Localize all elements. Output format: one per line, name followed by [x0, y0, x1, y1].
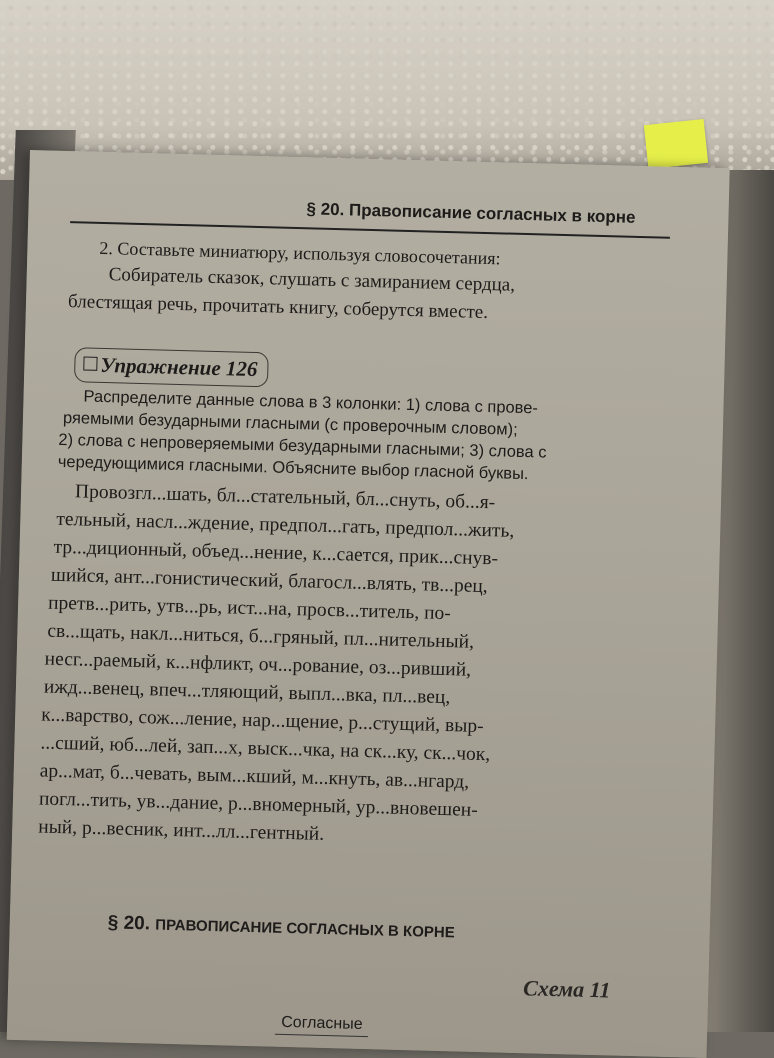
word-line: ар...мат, б...чевать, вым...кший, м...кнуть, ав...нгард, — [39, 760, 470, 793]
section-title — [107, 912, 455, 943]
word-line: ный, р...весник, инт...лл...гентный. — [38, 816, 325, 845]
page-header-title: § 20. Правописание согласных в корне — [306, 199, 636, 227]
word-line: тр...диционный, объед...нение, к...сается, прик...снув- — [53, 536, 499, 570]
word-line: ...сший, юб...лей, зап...х, выск...чка, на ск...ку, ск...чок, — [40, 732, 491, 766]
exercise-square-icon — [83, 356, 97, 370]
exercise-title-text: Упражнение 126 — [100, 352, 258, 382]
word-line: несг...раемый, к...нфликт, оч...рование, оз...ривший, — [44, 648, 472, 681]
sticky-note — [644, 119, 708, 169]
exercise-title — [74, 347, 269, 387]
exercise-task-line: чередующимися гласными. Объясните выбор гласной буквы. — [57, 452, 529, 484]
word-line: шийся, ант...гонистический, благосл...влять, тв...рец, — [50, 564, 488, 598]
word-line: ижд...венец, впеч...тляющий, выпл...вка, пл...вец, — [43, 676, 451, 709]
word-line: к...варство, сож...ление, нар...щение, р...стущий, выр- — [40, 704, 484, 738]
exercise-task-line: ряемыми безударными гласными (с проверочным словом); — [62, 408, 518, 439]
task2-phrases-2: блестящая речь, прочитать книгу, соберутся вместе. — [67, 291, 489, 324]
word-line: претв...рить, утв...рь, ист...на, просв...титель, по- — [47, 592, 452, 625]
word-line: погл...тить, ув...дание, р...вномерный, ур...вновешен- — [38, 788, 478, 821]
schema-label: Схема 11 — [522, 975, 611, 1003]
exercise-task-line: 2) слова с непроверяемыми безударными гласными; 3) слова с — [58, 430, 547, 462]
section-title-text: ПРАВОПИСАНИЕ СОГЛАСНЫХ В КОРНЕ — [155, 916, 455, 942]
exercise-task-line: Распределите данные слова в 3 колонки: 1) слова с прове- — [83, 387, 539, 418]
word-line: тельный, насл...ждение, предпол...гать, предпол...жить, — [56, 508, 515, 542]
word-line: Провозгл...шать, бл...стательный, бл...снуть, об...я- — [74, 481, 496, 514]
task2-phrases-1: Собиратель сказок, слушать с замиранием сердца, — [108, 264, 516, 296]
diagram-box-consonants: Согласные — [275, 1012, 369, 1037]
section-number: § 20. — [107, 912, 156, 935]
book-page — [7, 150, 730, 1058]
task2-instruction: 2. Составьте миниатюру, используя словосочетания: — [99, 237, 501, 269]
word-line: св...щать, накл...ниться, б...гряный, пл...нительный, — [47, 620, 475, 653]
